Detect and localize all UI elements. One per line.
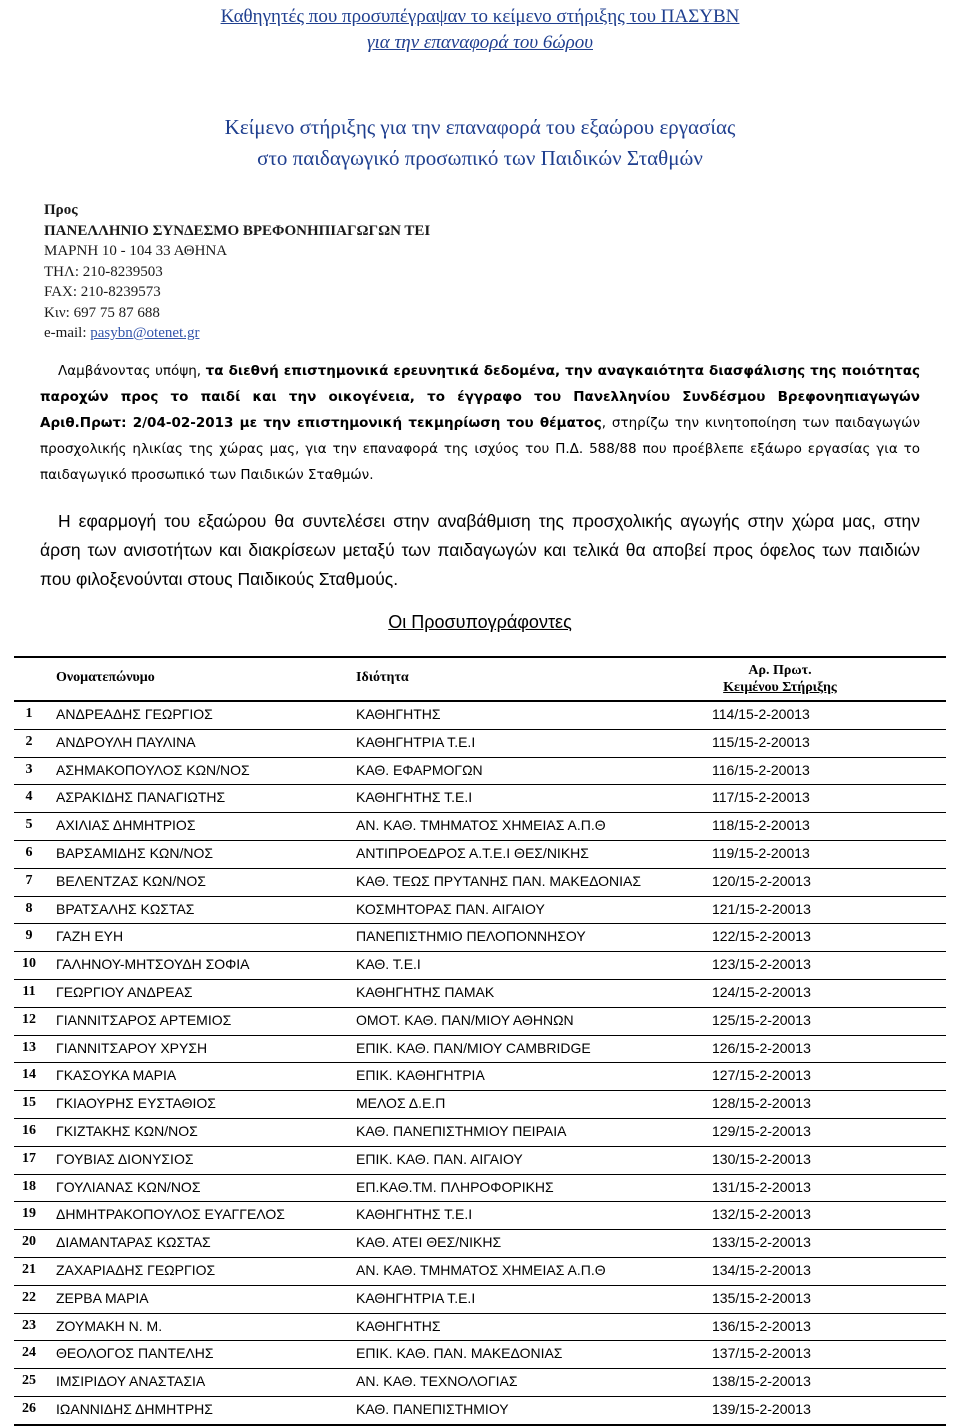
table-row <box>14 1397 946 1425</box>
table-row <box>14 1091 946 1119</box>
signatory-property: ΚΑΘΗΓΗΤΗΣ Τ.Ε.Ι <box>356 789 473 806</box>
table-row <box>14 1341 946 1369</box>
statement-paragraph <box>40 358 920 488</box>
row-number: 14 <box>22 1067 36 1083</box>
doc-number: 130/15-2-20013 <box>712 1150 811 1167</box>
doc-number: 126/15-2-20013 <box>712 1039 811 1056</box>
table-row <box>14 952 946 980</box>
table-row <box>14 730 946 758</box>
row-number: 22 <box>22 1289 36 1305</box>
table-row <box>14 1119 946 1147</box>
row-number: 17 <box>22 1150 36 1166</box>
doc-number: 116/15-2-20013 <box>712 761 810 778</box>
doc-number: 131/15-2-20013 <box>712 1178 811 1195</box>
doc-number: 137/15-2-20013 <box>712 1345 811 1362</box>
doc-number: 135/15-2-20013 <box>712 1289 811 1306</box>
statement-intro: Λαμβάνοντας υπόψη, <box>58 363 206 379</box>
table-row <box>14 1147 946 1175</box>
row-number: 15 <box>22 1095 36 1111</box>
signatory-property: ΚΑΘ. ΤΕΩΣ ΠΡΥΤΑΝΗΣ ΠΑΝ. ΜΑΚΕΔΟΝΙΑΣ <box>356 872 642 889</box>
doc-number: 125/15-2-20013 <box>712 1011 811 1028</box>
signatory-name: ΙΩΑΝΝΙΔΗΣ ΔΗΜΗΤΡΗΣ <box>56 1400 213 1417</box>
signatory-name: ΓΚΑΣΟΥΚΑ ΜΑΡΙΑ <box>56 1067 177 1084</box>
signatory-property: ΚΑΘΗΓΗΤΗΣ ΠΑΜΑΚ <box>356 983 495 1000</box>
signatory-property: ΑΝΤΙΠΡΟΕΔΡΟΣ Α.Τ.Ε.Ι ΘΕΣ/ΝΙΚΗΣ <box>356 844 589 861</box>
signatory-name: ΑΣΗΜΑΚΟΠΟΥΛΟΣ ΚΩΝ/ΝΟΣ <box>56 761 250 778</box>
table-row <box>14 1063 946 1091</box>
row-number: 9 <box>25 928 33 944</box>
signatory-property: ΕΠ.ΚΑΘ.ΤΜ. ΠΛΗΡΟΦΟΡΙΚΗΣ <box>356 1178 554 1195</box>
header-doc-number <box>710 662 850 696</box>
signatory-property: ΚΑΘΗΓΗΤΗΣ <box>356 1317 441 1334</box>
signatory-property: ΕΠΙΚ. ΚΑΘ. ΠΑΝ. ΜΑΚΕΔΟΝΙΑΣ <box>356 1345 563 1362</box>
table-row <box>14 980 946 1008</box>
signatory-name: ΘΕΟΛΟΓΟΣ ΠΑΝΤΕΛΗΣ <box>56 1345 214 1362</box>
row-number: 24 <box>22 1345 36 1361</box>
recipient-phone: ΤΗΛ: 210-8239503 <box>44 263 163 280</box>
header-property: Ιδιότητα <box>356 670 409 685</box>
table-row <box>14 841 946 869</box>
support-text-title: Κείμενο στήριξης για την επαναφορά του εξαώρου εργασίας <box>224 115 736 139</box>
doc-number: 114/15-2-20013 <box>712 706 810 722</box>
signatories-title: Οι Προσυπογράφοντες <box>388 612 572 632</box>
signatory-name: ΓΙΑΝΝΙΤΣΑΡΟΥ ΧΡΥΣΗ <box>56 1039 208 1056</box>
signatory-name: ΒΡΑΤΣΑΛΗΣ ΚΩΣΤΑΣ <box>56 900 195 917</box>
signatory-property: ΑΝ. ΚΑΘ. ΤΕΧΝΟΛΟΓΙΑΣ <box>356 1373 518 1390</box>
signatory-name: ΒΕΛΕΝΤΖΑΣ ΚΩΝ/ΝΟΣ <box>56 872 206 889</box>
table-row <box>14 897 946 925</box>
signatory-property: ΟΜΟΤ. ΚΑΘ. ΠΑΝ/ΜΙΟΥ ΑΘΗΝΩΝ <box>356 1011 574 1028</box>
signatory-name: ΖΟΥΜΑΚΗ Ν. Μ. <box>56 1317 163 1334</box>
signatory-name: ΒΑΡΣΑΜΙΔΗΣ ΚΩΝ/ΝΟΣ <box>56 844 214 861</box>
recipient-block <box>44 200 430 344</box>
table-header <box>14 658 946 702</box>
table-body <box>14 702 946 1425</box>
signatory-property: ΚΑΘ. ΑΤΕΙ ΘΕΣ/ΝΙΚΗΣ <box>356 1234 502 1251</box>
signatory-property: ΚΑΘ. ΠΑΝΕΠΙΣΤΗΜΙΟΥ ΠΕΙΡΑΙΑ <box>356 1122 567 1139</box>
table-row <box>14 1175 946 1203</box>
doc-number: 120/15-2-20013 <box>712 872 811 889</box>
signatory-name: ΓΟΥΒΙΑΣ ΔΙΟΝΥΣΙΟΣ <box>56 1150 194 1167</box>
table-row <box>14 1258 946 1286</box>
signatory-property: ΜΕΛΟΣ Δ.Ε.Π <box>356 1095 446 1112</box>
recipient-fax: FAX: 210-8239573 <box>44 284 161 300</box>
document-heading: Καθηγητές που προσυπέγραψαν το κείμενο στήριξης του ΠΑΣΥΒΝ <box>220 6 740 27</box>
table-row <box>14 758 946 786</box>
doc-number: 133/15-2-20013 <box>712 1234 811 1251</box>
row-number: 20 <box>22 1234 36 1250</box>
signatory-name: ΓΑΛΗΝΟΥ-ΜΗΤΣΟΥΔΗ ΣΟΦΙΑ <box>56 956 250 973</box>
row-number: 7 <box>25 872 33 888</box>
row-number: 1 <box>25 706 33 721</box>
signatory-name: ΑΝΔΡΟΥΛΗ ΠΑΥΛΙΝΑ <box>56 733 196 750</box>
doc-number: 134/15-2-20013 <box>712 1261 811 1278</box>
signatory-property: ΑΝ. ΚΑΘ. ΤΜΗΜΑΤΟΣ ΧΗΜΕΙΑΣ Α.Π.Θ <box>356 817 606 834</box>
row-number: 18 <box>22 1178 36 1194</box>
row-number: 5 <box>25 817 33 833</box>
row-number: 16 <box>22 1122 36 1138</box>
signatory-property: ΚΑΘ. ΠΑΝΕΠΙΣΤΗΜΙΟΥ <box>356 1400 509 1417</box>
recipient-to: Προς <box>44 202 78 218</box>
header-name: Ονοματεπώνυμο <box>56 670 155 685</box>
doc-number: 124/15-2-20013 <box>712 983 811 1000</box>
document-heading-subline: για την επαναφορά του 6ώρου <box>366 32 593 53</box>
signatory-property: ΚΑΘ. Τ.Ε.Ι <box>356 956 421 973</box>
signatory-property: ΚΟΣΜΗΤΟΡΑΣ ΠΑΝ. ΑΙΓΑΙΟΥ <box>356 900 545 917</box>
signatory-property: ΚΑΘΗΓΗΤΡΙΑ Τ.Ε.Ι <box>356 1289 476 1306</box>
table-row <box>14 702 946 730</box>
signatory-name: ΓΕΩΡΓΙΟΥ ΑΝΔΡΕΑΣ <box>56 983 193 1000</box>
table-row <box>14 924 946 952</box>
signatory-name: ΓΚΙΑΟΥΡΗΣ ΕΥΣΤΑΘΙΟΣ <box>56 1095 216 1112</box>
statement-bold: τα διεθνή επιστημονικά ερευνητικά δεδομένα, την αναγκαιότητα διασφάλισης της ποιότητας παροχών προς το παιδί και την οικογένεια, το έγγραφο του Πανελληνίου Συνδέσμου Βρεφονηπιαγωγών Αριθ.Πρωτ: 2/04-02-2013 με την επιστημονική τεκμηρίωση του θέματος <box>40 363 920 431</box>
signatory-name: ΖΕΡΒΑ ΜΑΡΙΑ <box>56 1289 149 1306</box>
row-number: 11 <box>22 983 36 999</box>
row-number: 13 <box>22 1039 36 1055</box>
signatories-table <box>14 656 946 1426</box>
table-row <box>14 869 946 897</box>
doc-number: 139/15-2-20013 <box>712 1400 811 1417</box>
table-row <box>14 1314 946 1342</box>
signatory-property: ΚΑΘΗΓΗΤΡΙΑ Τ.Ε.Ι <box>356 733 476 750</box>
row-number: 25 <box>22 1373 36 1389</box>
table-row <box>14 785 946 813</box>
doc-number: 122/15-2-20013 <box>712 928 811 945</box>
table-row <box>14 1369 946 1397</box>
header-doc-line2: Κειμένου Στήριξης <box>723 680 837 695</box>
recipient-email-line <box>44 323 430 344</box>
row-number: 3 <box>25 761 33 777</box>
doc-number: 127/15-2-20013 <box>712 1067 811 1084</box>
table-row <box>14 1286 946 1314</box>
doc-number: 138/15-2-20013 <box>712 1373 811 1390</box>
table-row <box>14 1230 946 1258</box>
table-row <box>14 813 946 841</box>
table-row <box>14 1202 946 1230</box>
doc-number: 128/15-2-20013 <box>712 1095 811 1112</box>
signatory-name: ΑΧΙΛΙΑΣ ΔΗΜΗΤΡΙΟΣ <box>56 817 196 834</box>
recipient-mobile: Κιν: 697 75 87 688 <box>44 304 160 321</box>
signatory-name: ΔΗΜΗΤΡΑΚΟΠΟΥΛΟΣ ΕΥΑΓΓΕΛΟΣ <box>56 1206 285 1223</box>
doc-number: 119/15-2-20013 <box>712 844 810 861</box>
doc-number: 129/15-2-20013 <box>712 1122 811 1139</box>
doc-number: 121/15-2-20013 <box>712 900 811 917</box>
row-number: 6 <box>25 844 33 860</box>
doc-number: 117/15-2-20013 <box>712 789 810 806</box>
signatory-property: ΚΑΘΗΓΗΤΗΣ Τ.Ε.Ι <box>356 1206 473 1223</box>
signatory-property: ΕΠΙΚ. ΚΑΘ. ΠΑΝ. ΑΙΓΑΙΟΥ <box>356 1150 523 1167</box>
row-number: 21 <box>22 1261 36 1277</box>
signatory-property: ΕΠΙΚ. ΚΑΘΗΓΗΤΡΙΑ <box>356 1067 485 1084</box>
doc-number: 132/15-2-20013 <box>712 1206 811 1223</box>
table-row <box>14 1036 946 1064</box>
benefit-paragraph: Η εφαρμογή του εξαώρου θα συντελέσει στην αναβάθμιση της προσχολικής αγωγής στην χώρα μας, στην άρση των ανισοτήτων και διακρίσεων μεταξύ των παιδαγωγών και τελικά θα αποβεί προς όφελος των παιδιών που φιλοξενούνται στους Παιδικούς Σταθμούς. <box>40 511 920 589</box>
recipient-organization: ΠΑΝΕΛΛΗΝΙΟ ΣΥΝΔΕΣΜΟ ΒΡΕΦΟΝΗΠΙΑΓΩΓΩΝ ΤΕΙ <box>44 222 431 239</box>
signatory-property: ΕΠΙΚ. ΚΑΘ. ΠΑΝ/ΜΙΟΥ CAMBRIDGE <box>356 1039 591 1056</box>
signatory-name: ΓΟΥΛΙΑΝΑΣ ΚΩΝ/ΝΟΣ <box>56 1178 201 1195</box>
row-number: 4 <box>25 789 33 805</box>
row-number: 12 <box>22 1011 36 1027</box>
doc-number: 115/15-2-20013 <box>712 733 810 750</box>
signatory-name: ΓΚΙΖΤΑΚΗΣ ΚΩΝ/ΝΟΣ <box>56 1122 198 1139</box>
signatory-name: ΔΙΑΜΑΝΤΑΡΑΣ ΚΩΣΤΑΣ <box>56 1234 211 1251</box>
row-number: 19 <box>22 1206 36 1222</box>
doc-number: 118/15-2-20013 <box>712 817 810 834</box>
signatory-name: ΓΙΑΝΝΙΤΣΑΡΟΣ ΑΡΤΕΜΙΟΣ <box>56 1011 232 1028</box>
signatory-property: ΠΑΝΕΠΙΣΤΗΜΙΟ ΠΕΛΟΠΟΝΝΗΣΟΥ <box>356 928 586 945</box>
email-link[interactable]: pasybn@otenet.gr <box>90 325 200 341</box>
signatory-name: ΙΜΣΙΡΙΔΟΥ ΑΝΑΣΤΑΣΙΑ <box>56 1373 206 1390</box>
row-number: 2 <box>25 733 33 749</box>
doc-number: 136/15-2-20013 <box>712 1317 811 1334</box>
signatory-name: ΑΝΔΡΕΑΔΗΣ ΓΕΩΡΓΙΟΣ <box>56 706 213 722</box>
signatory-property: ΚΑΘ. ΕΦΑΡΜΟΓΩΝ <box>356 761 483 778</box>
support-text-title-line2: στο παιδαγωγικό προσωπικό των Παιδικών Σταθμών <box>257 146 703 170</box>
signatory-property: ΑΝ. ΚΑΘ. ΤΜΗΜΑΤΟΣ ΧΗΜΕΙΑΣ Α.Π.Θ <box>356 1261 606 1278</box>
row-number: 26 <box>22 1400 36 1416</box>
doc-number: 123/15-2-20013 <box>712 956 811 973</box>
row-number: 23 <box>22 1317 36 1333</box>
signatory-name: ΑΣΡΑΚΙΔΗΣ ΠΑΝΑΓΙΩΤΗΣ <box>56 789 226 806</box>
header-doc-line1: Αρ. Πρωτ. <box>748 663 812 678</box>
row-number: 8 <box>25 900 33 916</box>
signatory-name: ΓΑΖΗ ΕΥΗ <box>56 928 124 945</box>
table-row <box>14 1008 946 1036</box>
email-label: e-mail: <box>44 325 91 341</box>
row-number: 10 <box>22 956 36 972</box>
signatory-property: ΚΑΘΗΓΗΤΗΣ <box>356 706 441 722</box>
statement-rest: , στηρίζω την κινητοποίηση των παιδαγωγών προσχολικής ηλικίας της χώρας μας, για την επαναφορά της ισχύος του Π.Δ. 588/88 που προέβλεπε εξάωρο εργασίας για το παιδαγωγικό προσωπικό των Παιδικών Σταθμών. <box>40 415 920 483</box>
signatory-name: ΖΑΧΑΡΙΑΔΗΣ ΓΕΩΡΓΙΟΣ <box>56 1261 216 1278</box>
recipient-address: ΜΑΡΝΗ 10 - 104 33 ΑΘΗΝΑ <box>44 243 228 259</box>
